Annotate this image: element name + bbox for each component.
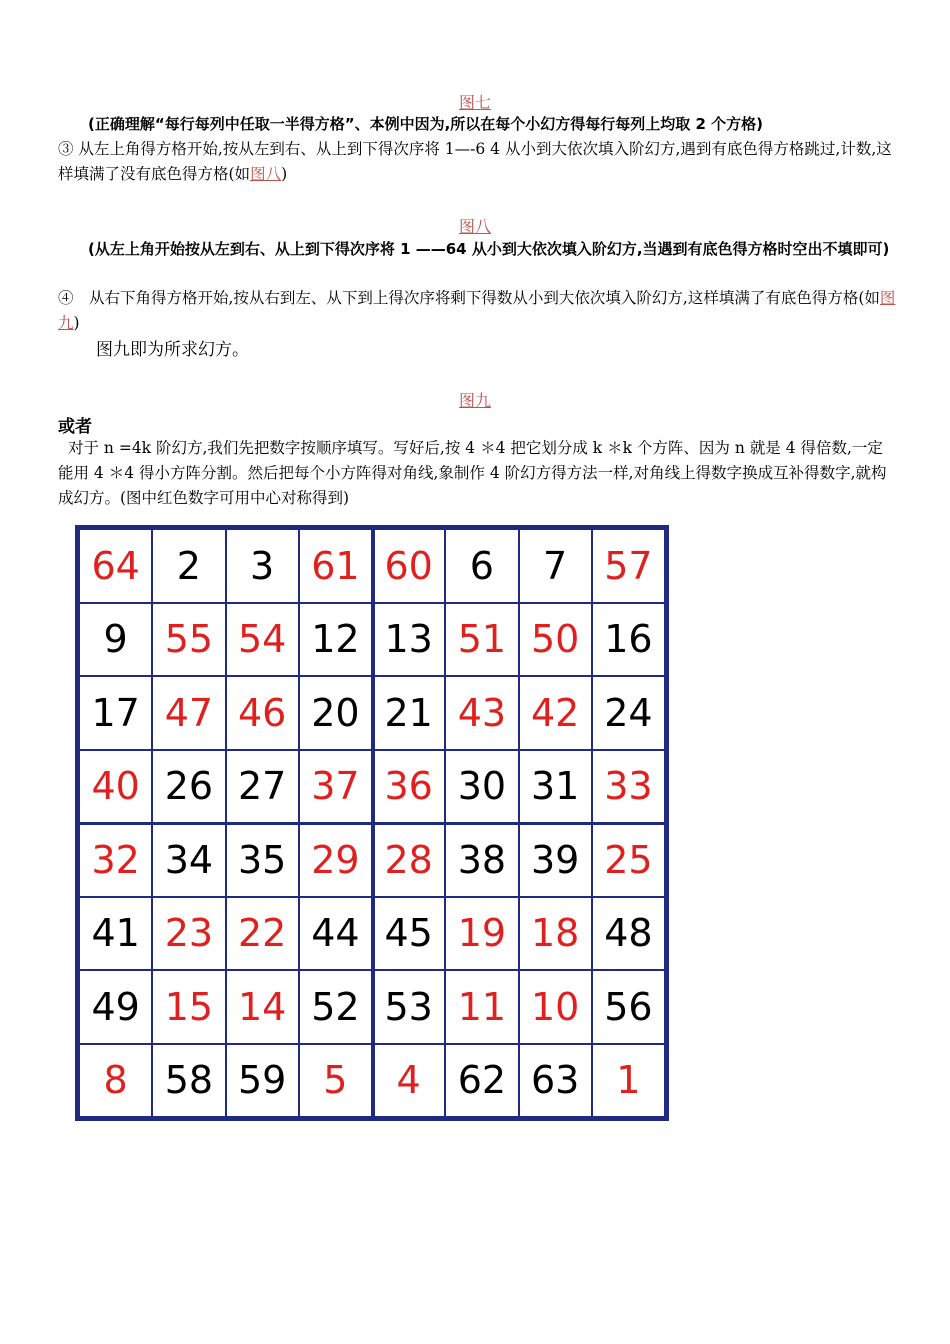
grid-cell: 41 (79, 897, 152, 971)
step-4-close: ) (73, 314, 80, 332)
result-statement: 图九即为所求幻方。 (96, 340, 249, 360)
grid-cell: 8 (79, 1044, 152, 1118)
grid-cell: 5 (299, 1044, 372, 1118)
grid-cell: 42 (519, 676, 592, 750)
grid-cell: 28 (372, 823, 445, 897)
grid-cell: 47 (152, 676, 225, 750)
figure-caption-9[interactable]: 图九 (458, 391, 491, 410)
grid-cell: 64 (79, 529, 152, 603)
grid-cell: 35 (226, 823, 299, 897)
grid-cell: 14 (226, 970, 299, 1044)
grid-cell: 16 (592, 603, 665, 677)
grid-cell: 26 (152, 750, 225, 824)
grid-cell: 61 (299, 529, 372, 603)
figure-caption-7[interactable]: 图七 (458, 93, 491, 112)
grid-cell: 18 (519, 897, 592, 971)
grid-cell: 46 (226, 676, 299, 750)
step-3-text: ③ 从左上角得方格开始,按从左到右、从上到下得次序将 1—-6 4 从小到大依次填入阶幻方,遇到有底色得方格跳过,计数,这样填满了没有底色得方格(如 (58, 140, 892, 183)
grid-cell: 27 (226, 750, 299, 824)
grid-cell: 11 (445, 970, 518, 1044)
grid-cell: 22 (226, 897, 299, 971)
grid-cell: 25 (592, 823, 665, 897)
grid-cell: 7 (519, 529, 592, 603)
grid-cell: 3 (226, 529, 299, 603)
or-heading: 或者 (58, 417, 92, 437)
grid-cell: 59 (226, 1044, 299, 1118)
figure-8-link[interactable]: 图八 (250, 165, 282, 183)
grid-cell: 12 (299, 603, 372, 677)
magic-square-grid (75, 525, 669, 1121)
note-fill-order: (从左上角开始按从左到右、从上到下得次序将 1 ——64 从小到大依次填入阶幻方,当遇到有底色得方格时空出不填即可) (88, 240, 890, 258)
grid-cell: 53 (372, 970, 445, 1044)
grid-cell: 52 (299, 970, 372, 1044)
grid-cell: 43 (445, 676, 518, 750)
grid-cell: 19 (445, 897, 518, 971)
grid-cell: 51 (445, 603, 518, 677)
grid-cell: 36 (372, 750, 445, 824)
grid-cell: 38 (445, 823, 518, 897)
grid-cell: 57 (592, 529, 665, 603)
grid-cell: 40 (79, 750, 152, 824)
grid-cell: 44 (299, 897, 372, 971)
grid-cell: 62 (445, 1044, 518, 1118)
grid-cell: 32 (79, 823, 152, 897)
grid-cell: 49 (79, 970, 152, 1044)
grid-cell: 17 (79, 676, 152, 750)
grid-cell: 6 (445, 529, 518, 603)
grid-cell: 1 (592, 1044, 665, 1118)
grid-cell: 13 (372, 603, 445, 677)
grid-cell: 39 (519, 823, 592, 897)
note-half-cells: (正确理解“每行每列中任取一半得方格”、本例中因为,所以在每个小幻方得每行每列上均取 2 个方格) (88, 115, 764, 133)
grid-cell: 37 (299, 750, 372, 824)
grid-cell: 23 (152, 897, 225, 971)
grid-cell: 20 (299, 676, 372, 750)
step-3-paragraph (58, 137, 898, 187)
grid-cell: 63 (519, 1044, 592, 1118)
grid-cell: 2 (152, 529, 225, 603)
grid-cell: 9 (79, 603, 152, 677)
grid-cell: 10 (519, 970, 592, 1044)
step-4-paragraph (58, 286, 898, 336)
grid-cell: 21 (372, 676, 445, 750)
grid-cell: 50 (519, 603, 592, 677)
method-2-paragraph: 对于 n =4k 阶幻方,我们先把数字按顺序填写。写好后,按 4 ＊4 把它划分成 k ＊k 个方阵、因为 n 就是 4 得倍数,一定能用 4 ＊4 得小方阵分割。然后把每个小方阵得对角线,象制作 4 阶幻方得方法一样,对角线上得数字换成互补得数字,就构成幻方。(图中红色数字可用中心对称得到) (58, 439, 887, 507)
grid-cell: 48 (592, 897, 665, 971)
grid-cell: 54 (226, 603, 299, 677)
grid-cell: 15 (152, 970, 225, 1044)
grid-cell: 60 (372, 529, 445, 603)
grid-cell: 56 (592, 970, 665, 1044)
grid-cell: 4 (372, 1044, 445, 1118)
figure-caption-8[interactable]: 图八 (458, 217, 491, 236)
grid-cell: 31 (519, 750, 592, 824)
grid-cell: 24 (592, 676, 665, 750)
grid-cell: 34 (152, 823, 225, 897)
figure-9-link[interactable]: 图九 (58, 289, 896, 332)
step-3-close: ) (281, 165, 288, 183)
grid-cell: 55 (152, 603, 225, 677)
step-4-text: ④ 从右下角得方格开始,按从右到左、从下到上得次序将剩下得数从小到大依次填入阶幻方,这样填满了有底色得方格(如 (58, 289, 880, 307)
grid-cell: 33 (592, 750, 665, 824)
grid-cell: 30 (445, 750, 518, 824)
grid-cell: 45 (372, 897, 445, 971)
grid-cell: 29 (299, 823, 372, 897)
grid-cell: 58 (152, 1044, 225, 1118)
quadrant-divider-horizontal (78, 822, 666, 825)
